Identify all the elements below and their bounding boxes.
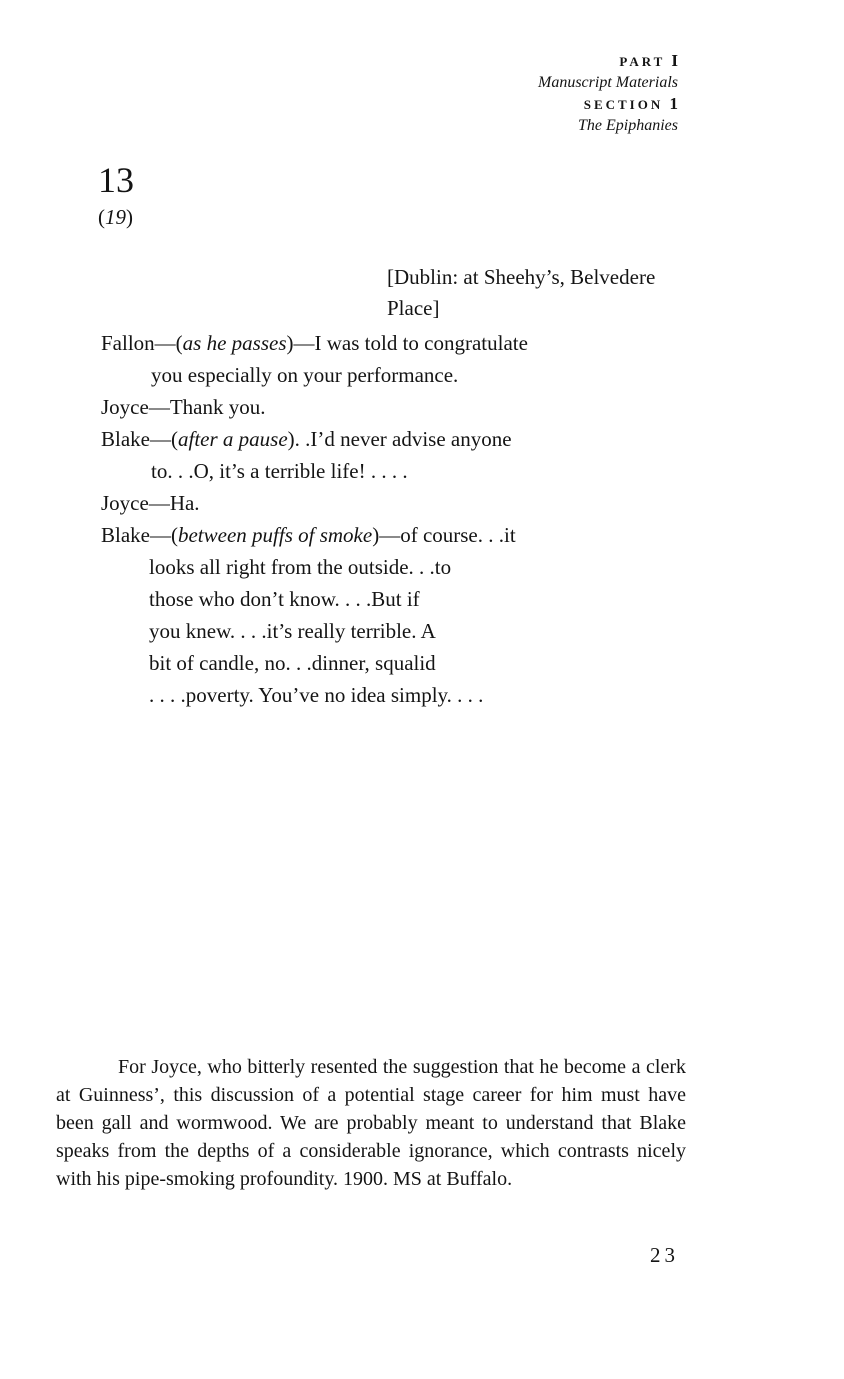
dialogue-line: Blake—(after a pause). .I’d never advise anyone xyxy=(101,427,512,451)
dialogue-line: Joyce—Thank you. xyxy=(101,395,266,419)
dialogue-line: you especially on your performance. xyxy=(151,363,459,387)
running-head xyxy=(538,50,678,136)
place-line-2: Place] xyxy=(387,296,440,320)
dialogue-line: looks all right from the outside. . .to xyxy=(149,555,452,579)
dialogue-line: bit of candle, no. . .dinner, squalid xyxy=(149,651,436,675)
commentary-text: For Joyce, who bitterly resented the suggestion that he become a clerk at Guinness’, this discussion of a potential stage career for him must have been gall and wormwood. We are probably meant to understand that Blake speaks from the depths of a considerable ignorance, which contrasts nicely with his pipe-smoking profoundity. 1900. MS at Buffalo. xyxy=(56,1056,686,1190)
stage-direction: after a pause xyxy=(177,427,288,451)
dialogue-line: to. . .O, it’s a terrible life! . . . . xyxy=(151,459,408,483)
commentary-paragraph xyxy=(56,1053,686,1193)
stage-direction: as he passes xyxy=(182,331,287,355)
section-label: SECTION 1 xyxy=(583,94,678,113)
dialogue-line: Joyce—Ha. xyxy=(101,491,200,515)
dialogue-line: Fallon—(as he passes)—I was told to congratulate xyxy=(101,331,528,355)
dialogue-line: . . . .poverty. You’ve no idea simply. . . . xyxy=(149,683,484,707)
part-title: Manuscript Materials xyxy=(538,74,678,91)
place-line-1: [Dublin: at Sheehy’s, Belvedere xyxy=(387,265,656,289)
dialogue xyxy=(101,327,581,711)
page-number: 23 xyxy=(650,1243,679,1267)
section-title: The Epiphanies xyxy=(578,117,678,134)
dialogue-line: you knew. . . .it’s really terrible. A xyxy=(149,619,436,643)
stage-direction: between puffs of smoke xyxy=(177,523,373,547)
part-label: PART I xyxy=(619,51,678,70)
dialogue-line: those who don’t know. . . .But if xyxy=(149,587,420,611)
place-heading xyxy=(387,262,697,324)
epiphany-number: 13 xyxy=(98,160,134,200)
dialogue-line: Blake—(between puffs of smoke)—of course. . .it xyxy=(101,523,516,547)
epiphany-alt-number: (19) xyxy=(98,205,133,229)
